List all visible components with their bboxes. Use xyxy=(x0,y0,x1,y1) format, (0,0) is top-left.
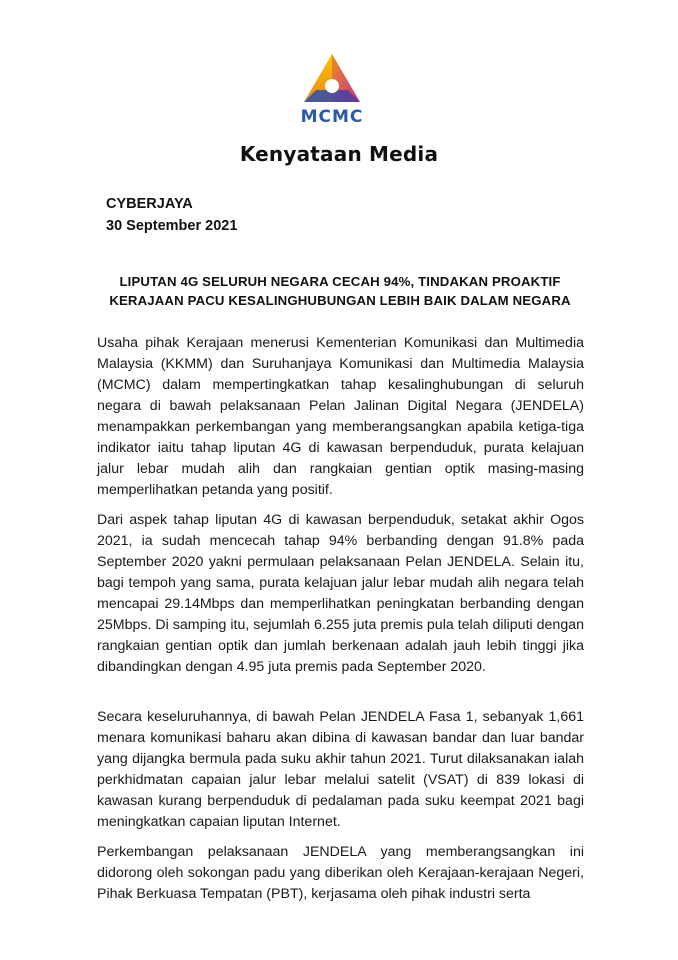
paragraph: Secara keseluruhannya, di bawah Pelan JENDELA Fasa 1, sebanyak 1,661 menara komunikasi baharu akan dibina di kawasan bandar dan luar bandar yang dijangka bermula pada suku akhir tahun 2021. Turut dilaksanakan ialah perkhidmatan capaian jalur lebar melalui satelit (VSAT) di 839 lokasi di kawasan kurang berpenduduk di pedalaman pada suku keempat 2021 bagi meningkatkan capaian liputan Internet. xyxy=(97,709,584,830)
page-title: Kenyataan Media xyxy=(239,142,439,166)
location: CYBERJAYA xyxy=(106,196,193,212)
date: 30 September 2021 xyxy=(106,218,238,234)
headline xyxy=(80,272,600,310)
paragraph: Dari aspek tahap liputan 4G di kawasan berpenduduk, setakat akhir Ogos 2021, ia sudah mencecah tahap 94% berbanding dengan 91.8% pada September 2020 yakni permulaan pelaksanaan Pelan JENDELA. Selain itu, bagi tempoh yang sama, purata kelajuan jalur lebar mudah alih negara telah mencapai 29.14Mbps dan memperlihatkan peningkatan berbanding dengan 25Mbps. Di samping itu, sejumlah 6.255 juta premis pula telah diliputi dengan rangkaian gentian optik dan jumlah berkenaan adalah jauh lebih tinggi jika dibandingkan dengan 4.95 juta premis pada September 2020. xyxy=(97,512,584,675)
paragraph: Perkembangan pelaksanaan JENDELA yang memberangsangkan ini didorong oleh sokongan padu yang diberikan oleh Kerajaan-kerajaan Negeri, Pihak Berkuasa Tempatan (PBT), kerjasama oleh pihak industri serta xyxy=(97,844,584,902)
headline-line-2: KERAJAAN PACU KESALINGHUBUNGAN LEBIH BAIK DALAM NEGARA xyxy=(109,293,571,308)
paragraph: Usaha pihak Kerajaan menerusi Kementerian Komunikasi dan Multimedia Malaysia (KKMM) dan Suruhanjaya Komunikasi dan Multimedia Malaysia (MCMC) dalam mempertingkatkan tahap kesalinghubungan di seluruh negara di bawah pelaksanaan Pelan Jalinan Digital Negara (JENDELA) menampakkan perkembangan yang memberangsangkan apabila ketiga-tiga indikator iaitu tahap liputan 4G di kawasan berpenduduk, purata kelajuan jalur lebar mudah alih dan rangkaian gentian optik masing-masing memperlihatkan petanda yang positif. xyxy=(97,335,584,498)
headline-line-1: LIPUTAN 4G SELURUH NEGARA CECAH 94%, TINDAKAN PROAKTIF xyxy=(119,274,561,289)
mcmc-logo xyxy=(282,50,382,128)
mcmc-triangle-logo-icon xyxy=(282,50,382,128)
dateline xyxy=(106,193,237,237)
logo-wordmark: MCMC xyxy=(300,107,364,127)
